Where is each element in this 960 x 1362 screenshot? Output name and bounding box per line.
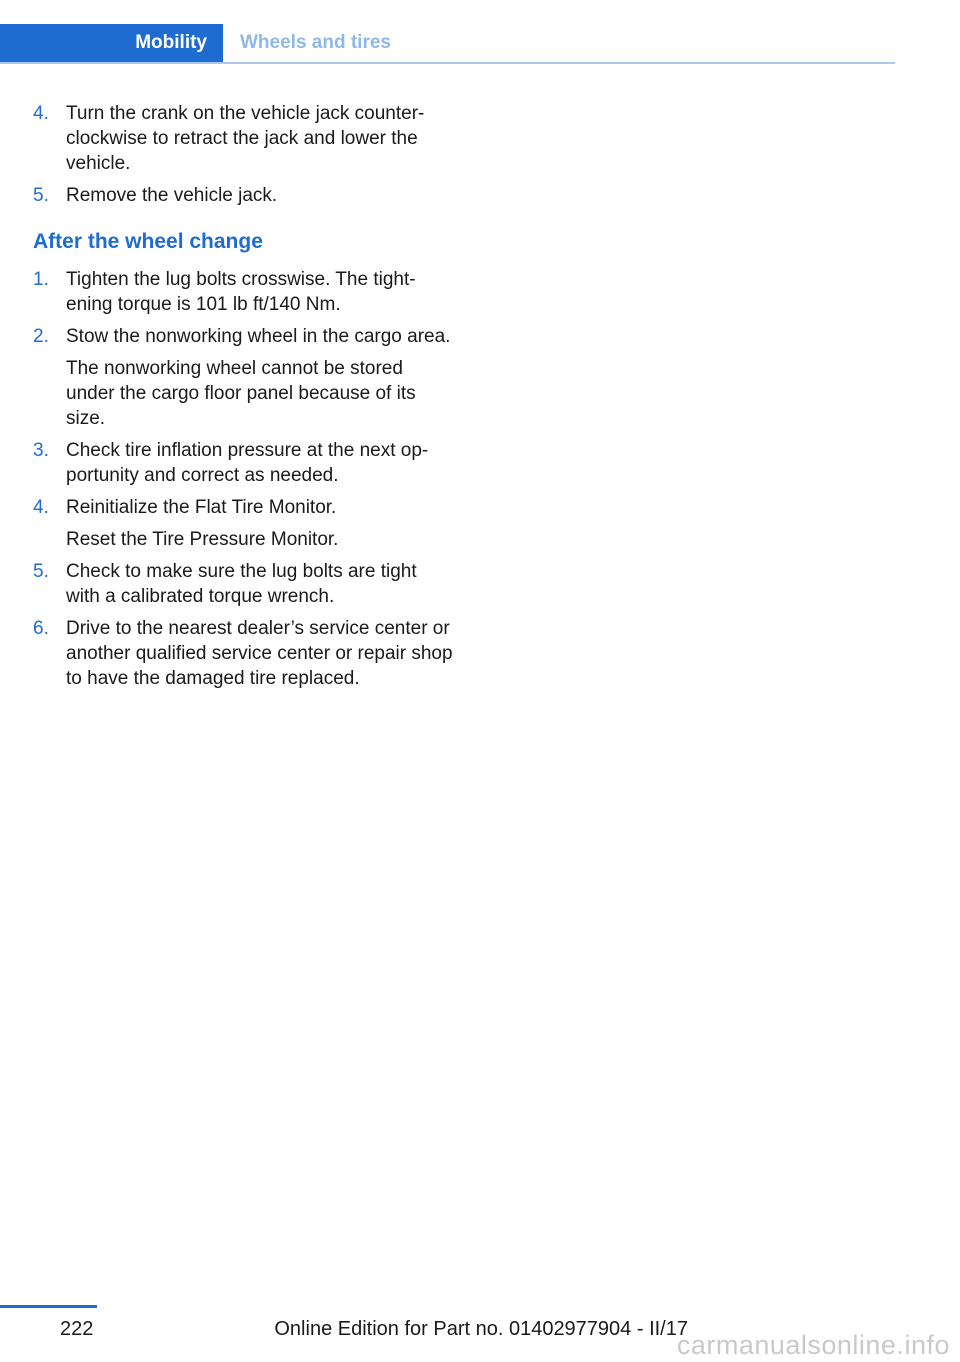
list-item-text: Remove the vehicle jack. <box>66 185 278 206</box>
list-item <box>33 495 453 552</box>
footer-rule <box>0 1305 97 1308</box>
list-item-text: Reset the Tire Pressure Monitor. <box>66 529 339 550</box>
list-item-text: Drive to the nearest dealer’s service center or another qualified service center or repair shop to have the damaged tire replaced. <box>66 618 453 689</box>
list-item-text: The nonworking wheel cannot be stored under the cargo floor panel because of its size. <box>66 358 416 429</box>
list-item-number: 5. <box>33 185 49 206</box>
steps-list-top <box>33 101 453 208</box>
header-tab-wheels-and-tires[interactable]: Wheels and tires <box>240 32 391 53</box>
header-tab-mobility[interactable]: Mobility <box>0 24 223 62</box>
list-item-number: 4. <box>33 497 49 518</box>
list-item-text: Stow the nonworking wheel in the cargo area. <box>66 326 451 347</box>
list-item <box>33 616 453 691</box>
steps-list-after <box>33 267 453 691</box>
page-header <box>0 24 895 64</box>
list-item-text: Check tire inflation pressure at the next op‐portunity and correct as needed. <box>66 440 429 486</box>
list-item-text: Check to make sure the lug bolts are tight with a calibrated torque wrench. <box>66 561 417 607</box>
list-item-text: Reinitialize the Flat Tire Monitor. <box>66 497 337 518</box>
watermark: carmanualsonline.info <box>676 1330 950 1360</box>
edition-text: Online Edition for Part no. 01402977904 - II/17 <box>274 1318 688 1340</box>
list-item-text: Turn the crank on the vehicle jack counter‐clockwise to retract the jack and lower the vehicle. <box>66 103 425 174</box>
list-item <box>33 101 453 176</box>
list-item <box>33 267 453 317</box>
page-content <box>33 101 453 698</box>
list-item-number: 4. <box>33 103 49 124</box>
list-item <box>33 183 453 208</box>
page-number: 222 <box>60 1318 94 1340</box>
list-item-text: Tighten the lug bolts crosswise. The tight‐ening torque is 101 lb ft/140 Nm. <box>66 269 416 315</box>
section-title: After the wheel change <box>33 230 263 253</box>
list-item-number: 5. <box>33 561 49 582</box>
list-item <box>33 324 453 431</box>
list-item-number: 1. <box>33 269 49 290</box>
list-item-number: 2. <box>33 326 49 347</box>
list-item-number: 6. <box>33 618 49 639</box>
list-item <box>33 559 453 609</box>
list-item <box>33 438 453 488</box>
list-item-number: 3. <box>33 440 49 461</box>
